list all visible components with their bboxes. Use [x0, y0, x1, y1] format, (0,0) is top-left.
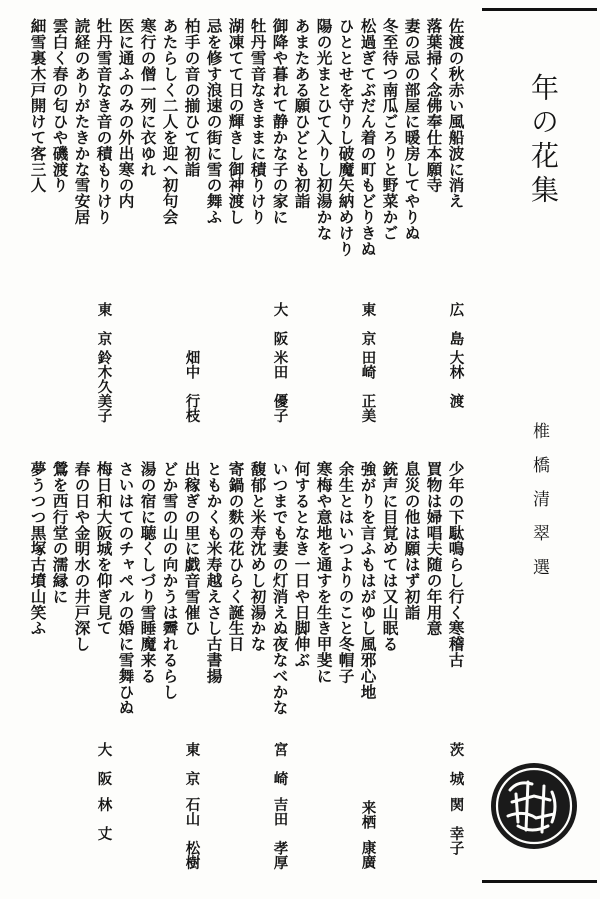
poem: 雲白く春の匂ひや磯渡り	[50, 18, 70, 193]
poem: どか雪の山の向かうは霽れるらし	[160, 461, 180, 700]
poem: いつまでも妻の灯消えぬ夜なべかな	[270, 461, 290, 716]
poem: 出稼ぎの里に戯音雪催ひ	[182, 461, 202, 636]
poem: 妻の忌の部屋に暖房してやりぬ	[402, 18, 422, 241]
poem: 湯の宿に聴くしづり雪睡魔来る	[138, 461, 158, 684]
poem: 春の日や金明水の井戸深し	[72, 461, 92, 652]
poem: 寒行の僧一列に衣ゆれ	[138, 18, 158, 177]
poem: あたらしく二人を迎へ初句会	[160, 18, 180, 225]
poem: 銃声に目覚めては又山眠る	[380, 461, 400, 652]
poem: 寄鍋の麩の花ひらく誕生日	[226, 461, 246, 652]
poem: 落葉掃く念佛奉仕本願寺	[424, 18, 444, 193]
poem: 息災の他は願はず初詣	[402, 461, 422, 620]
poem: 読経のありがたきかな雪安居	[72, 18, 92, 225]
poem: ひととせを守りし破魔矢納めけり	[336, 18, 356, 257]
author-name: 林 丈	[95, 797, 113, 841]
author-name: 米田 優子	[271, 350, 289, 423]
poem: 冬至待つ南瓜ごろりと野菜かご	[380, 18, 400, 241]
poem: 医に通ふのみの外出寒の内	[116, 18, 136, 209]
poem: 何するとなき一日や日脚伸ぶ	[292, 461, 312, 668]
author-name: 石山 松樹	[183, 797, 201, 870]
selector-name: 椎橋清翠選	[529, 422, 549, 592]
author-name: 鈴木久美子	[95, 350, 113, 423]
poem: 牡丹雪音なき音の積もりけり	[94, 18, 114, 225]
poem: 馥郁と米寿沈めし初湯かな	[248, 461, 268, 652]
author-name: 吉田 孝厚	[271, 797, 289, 870]
poem: ともかくも米寿越えさし古書揚	[204, 461, 224, 684]
poem: 梅日和大阪城を仰ぎ見て	[94, 461, 114, 636]
author-name: 田崎 正美	[359, 350, 377, 423]
author-place: 来栖	[359, 800, 377, 829]
author-place: 茨 城	[447, 742, 465, 786]
poem: 松過ぎてぶだん着の町もどりきぬ	[358, 18, 378, 257]
author-name: 畑中 行枝	[183, 350, 201, 423]
poem: 忌を修す浪速の街に雪の舞ふ	[204, 18, 224, 225]
poem: 余生とはいつよりのこと冬帽子	[336, 461, 356, 684]
poem: 湖凍てて日の輝きし御神渡し	[226, 18, 246, 225]
title-bottom-rule	[482, 880, 597, 883]
round-seal-stamp-icon	[488, 760, 580, 852]
poem: 鶯を西行堂の濡縁に	[50, 461, 70, 605]
column-title: 年の花集	[527, 73, 560, 209]
author-name: 関 幸子	[447, 797, 465, 855]
author-place: 東 京	[183, 742, 201, 786]
poem: 夢うつつ黒塚古墳山笑ふ	[28, 461, 48, 636]
author-place: 大 阪	[95, 742, 113, 786]
poem: 御降や暮れて静かな子の家に	[270, 18, 290, 225]
poem: 寒梅や意地を通すを生き甲斐に	[314, 461, 334, 684]
poem: 牡丹雪音なきままに積りけり	[248, 18, 268, 225]
poem: 佐渡の秋赤い風船波に消え	[446, 18, 466, 209]
title-top-rule	[482, 8, 597, 11]
poem: 細雪裏木戸開けて客三人	[28, 18, 48, 193]
author-place: 東 京	[95, 302, 113, 346]
author-place: 宮 崎	[271, 742, 289, 786]
poem: 柏手の音の揃ひて初詣	[182, 18, 202, 177]
poem: 買物は婦唱夫随の年用意	[424, 461, 444, 636]
author-name: 大林 渡	[447, 350, 465, 408]
poem: さいはてのチャペルの婚に雪舞ひぬ	[116, 461, 136, 716]
poem: 陽の光まとひて入りし初湯かな	[314, 18, 334, 241]
poem: あまたある願ひどとも初詣	[292, 18, 312, 209]
author-name: 康廣	[359, 840, 377, 869]
author-place: 広 島	[447, 302, 465, 346]
author-place: 大 阪	[271, 302, 289, 346]
poem: 強がりを言ふもはがゆし風邪心地	[358, 461, 378, 700]
poem: 少年の下駄鳴らし行く寒稽古	[446, 461, 466, 668]
author-place: 東 京	[359, 302, 377, 346]
